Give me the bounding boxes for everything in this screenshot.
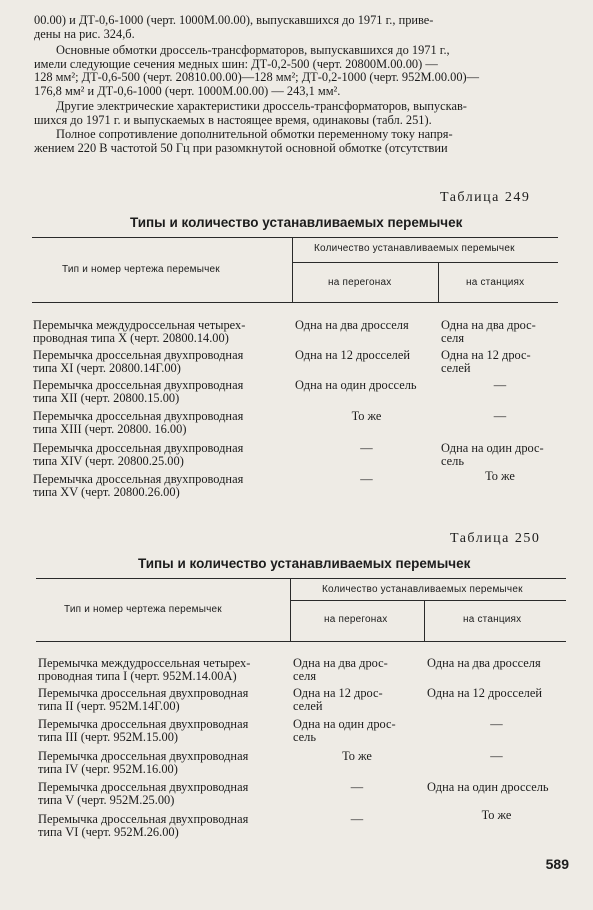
cell-line: сель bbox=[293, 729, 316, 744]
table-249-col-qty-header: Количество устанавливаемых перемычек bbox=[314, 243, 515, 254]
table-249-row-5-stations bbox=[441, 442, 544, 467]
table-249-row-2-name bbox=[33, 349, 243, 374]
table-250-row-1-hauls bbox=[293, 657, 388, 682]
cell-line: Одна на два дросселя bbox=[295, 318, 409, 332]
cell-line: Одна на один дрос- bbox=[293, 717, 396, 731]
table-250-caption: Таблица 250 bbox=[450, 531, 541, 546]
table-250-row-2-stations bbox=[427, 687, 542, 700]
cell-line: Перемычка дроссельная двухпроводная bbox=[38, 717, 249, 731]
cell-line: Перемычка дроссельная двухпроводная bbox=[33, 348, 244, 362]
table-250-row-5-stations bbox=[427, 781, 549, 794]
table-250-subcol-divider bbox=[424, 600, 425, 641]
cell-line: То же bbox=[342, 749, 372, 763]
table-249-top-rule bbox=[32, 237, 558, 238]
cell-line: То же bbox=[485, 469, 515, 483]
table-249-subheader-rule bbox=[292, 262, 558, 263]
cell-line: Одна на один дрос- bbox=[441, 441, 544, 455]
table-249-col-hauls-header: на перегонах bbox=[328, 277, 392, 288]
text-line: Полное сопротивление дополнительной обмотки переменному току напря- bbox=[56, 127, 453, 141]
table-249-row-2-stations bbox=[441, 349, 531, 374]
cell-line: Одна на 12 дросселей bbox=[295, 348, 411, 362]
text-line: дены на рис. 324,б. bbox=[34, 26, 135, 41]
table-250-row-2-name bbox=[38, 687, 248, 712]
cell-line: типа V (черт. 952М.25.00) bbox=[38, 792, 175, 807]
cell-line: Одна на два дрос- bbox=[293, 656, 388, 670]
table-250-col-type-header: Тип и номер чертежа перемычек bbox=[64, 604, 222, 615]
cell-line: — bbox=[490, 749, 503, 763]
text-line: 128 мм²; ДТ-0,6-500 (черт. 20810.00.00)—128 мм²; ДТ-0,2-1000 (черт. 952М.00.00)— bbox=[34, 70, 480, 84]
cell-line: типа II (черт. 952М.14Г.00) bbox=[38, 698, 180, 713]
table-250-row-4-name bbox=[38, 750, 248, 775]
text-line: жением 220 В частотой 50 Гц при разомкнутой основной обмотке (отсутствии bbox=[34, 140, 448, 155]
table-250-row-3-name bbox=[38, 718, 248, 743]
cell-line: Перемычка дроссельная двухпроводная bbox=[33, 378, 244, 392]
cell-line: Перемычка дроссельная двухпроводная bbox=[33, 409, 244, 423]
cell-line: типа XII (черт. 20800.15.00) bbox=[33, 390, 180, 405]
cell-line: Перемычка дроссельная двухпроводная bbox=[33, 441, 244, 455]
table-249-row-6-name bbox=[33, 473, 243, 498]
table-249-row-6-hauls bbox=[295, 473, 438, 486]
cell-line: Одна на 12 дрос- bbox=[441, 348, 531, 362]
table-249-row-2-hauls bbox=[295, 349, 410, 362]
table-250-row-6-hauls bbox=[293, 813, 421, 826]
cell-line: То же bbox=[351, 409, 382, 423]
text-line: Основные обмотки дроссель-трансформаторов, выпускавшихся до 1971 г., bbox=[56, 43, 450, 57]
table-249-row-1-stations bbox=[441, 319, 536, 344]
table-250-row-3-stations bbox=[427, 718, 566, 731]
cell-line: селей bbox=[441, 360, 471, 375]
text-line: 176,8 мм² и ДТ-0,6-1000 (черт. 1000М.00.00) — 243,1 мм². bbox=[34, 83, 341, 98]
table-250-row-6-stations bbox=[427, 809, 566, 822]
text-line: Другие электрические характеристики дроссель-трансформаторов, выпускав- bbox=[56, 99, 467, 113]
intro-paragraph-3 bbox=[34, 100, 562, 127]
table-250-row-1-name bbox=[38, 657, 250, 682]
intro-paragraph-2 bbox=[34, 44, 562, 98]
cell-line: селя bbox=[293, 668, 317, 683]
table-250-row-1-stations bbox=[427, 657, 541, 670]
cell-line: Одна на один дроссель bbox=[427, 780, 549, 794]
cell-line: сель bbox=[441, 453, 464, 468]
table-249-caption: Таблица 249 bbox=[440, 190, 531, 205]
table-249-col-type-header: Тип и номер чертежа перемычек bbox=[62, 264, 220, 275]
table-250-row-2-hauls bbox=[293, 687, 383, 712]
cell-line: — bbox=[350, 812, 364, 826]
table-250-row-3-hauls bbox=[293, 718, 396, 743]
cell-line: Перемычка дроссельная двухпроводная bbox=[38, 686, 249, 700]
table-250-top-rule bbox=[36, 578, 566, 579]
cell-line: Перемычка междудроссельная четырех- bbox=[33, 318, 246, 332]
table-249-subcol-divider bbox=[438, 262, 439, 302]
table-250-row-5-hauls bbox=[293, 781, 421, 794]
table-249-row-4-name bbox=[33, 410, 243, 435]
cell-line: проводная типа X (черт. 20800.14.00) bbox=[33, 330, 229, 345]
intro-paragraph-1 bbox=[34, 14, 562, 41]
table-250-col-hauls-header: на перегонах bbox=[324, 614, 388, 625]
table-250-row-4-stations bbox=[427, 750, 566, 763]
cell-line: — bbox=[490, 717, 503, 731]
cell-line: Перемычка дроссельная двухпроводная bbox=[38, 749, 249, 763]
table-249-col-divider bbox=[292, 237, 293, 302]
cell-line: типа XI (черт. 20800.14Г.00) bbox=[33, 360, 181, 375]
cell-line: Одна на два дросселя bbox=[427, 656, 541, 670]
cell-line: — bbox=[360, 441, 373, 455]
cell-line: — bbox=[360, 472, 373, 486]
cell-line: проводная типа I (черт. 952М.14.00А) bbox=[38, 668, 237, 683]
table-250-col-qty-header: Количество устанавливаемых перемычек bbox=[322, 584, 523, 595]
cell-line: Перемычка дроссельная двухпроводная bbox=[38, 780, 249, 794]
table-249-row-6-stations bbox=[441, 470, 559, 483]
table-249-title: Типы и количество устанавливаемых перемычек bbox=[130, 215, 463, 230]
cell-line: — bbox=[493, 409, 507, 423]
cell-line: Перемычка междудроссельная четырех- bbox=[38, 656, 251, 670]
cell-line: — bbox=[350, 780, 364, 794]
cell-line: Одна на 12 дрос- bbox=[293, 686, 383, 700]
table-249-row-5-hauls bbox=[295, 442, 438, 455]
table-249-row-3-hauls bbox=[295, 379, 417, 392]
intro-paragraph-4 bbox=[34, 128, 562, 155]
table-250-subheader-rule bbox=[290, 600, 566, 601]
table-250-row-4-hauls bbox=[293, 750, 421, 763]
table-250-row-5-name bbox=[38, 781, 248, 806]
cell-line: Одна на 12 дросселей bbox=[427, 686, 543, 700]
cell-line: типа XIV (черт. 20800.25.00) bbox=[33, 453, 184, 468]
table-249-header-rule bbox=[32, 302, 558, 303]
cell-line: селя bbox=[441, 330, 465, 345]
text-line: имели следующие сечения медных шин: ДТ-0,2-500 (черт. 20800М.00.00) — bbox=[34, 56, 438, 71]
cell-line: типа VI (черт. 952М.26.00) bbox=[38, 824, 179, 839]
table-250-col-divider bbox=[290, 578, 291, 641]
cell-line: типа IV (черг. 952М.16.00) bbox=[38, 761, 178, 776]
table-250-header-rule bbox=[36, 641, 566, 642]
table-249-row-3-stations bbox=[441, 379, 559, 392]
table-250-row-6-name bbox=[38, 813, 248, 838]
cell-line: То же bbox=[481, 808, 512, 822]
page-number: 589 bbox=[545, 856, 569, 872]
cell-line: типа XIII (черт. 20800. 16.00) bbox=[33, 421, 187, 436]
cell-line: Перемычка дроссельная двухпроводная bbox=[38, 812, 249, 826]
table-249-row-3-name bbox=[33, 379, 243, 404]
cell-line: типа III (черт. 952М.15.00) bbox=[38, 729, 179, 744]
table-249-row-4-hauls bbox=[295, 410, 438, 423]
table-249-row-4-stations bbox=[441, 410, 559, 423]
text-line: шихся до 1971 г. и выпускаемых в настоящее время, одинаковы (табл. 251). bbox=[34, 112, 432, 127]
table-249-col-stations-header: на станциях bbox=[466, 277, 525, 288]
cell-line: Перемычка дроссельная двухпроводная bbox=[33, 472, 244, 486]
cell-line: типа XV (черт. 20800.26.00) bbox=[33, 484, 180, 499]
table-249-row-1-name bbox=[33, 319, 245, 344]
cell-line: Одна на два дрос- bbox=[441, 318, 536, 332]
table-249-row-5-name bbox=[33, 442, 243, 467]
text-line: 00.00) и ДТ-0,6-1000 (черт. 1000М.00.00), выпускавшихся до 1971 г., приве- bbox=[34, 13, 434, 27]
cell-line: селей bbox=[293, 698, 323, 713]
cell-line: — bbox=[493, 378, 507, 392]
table-249-row-1-hauls bbox=[295, 319, 409, 332]
cell-line: Одна на один дроссель bbox=[295, 378, 417, 392]
table-250-title: Типы и количество устанавливаемых перемычек bbox=[138, 556, 471, 571]
table-250-col-stations-header: на станциях bbox=[463, 614, 522, 625]
